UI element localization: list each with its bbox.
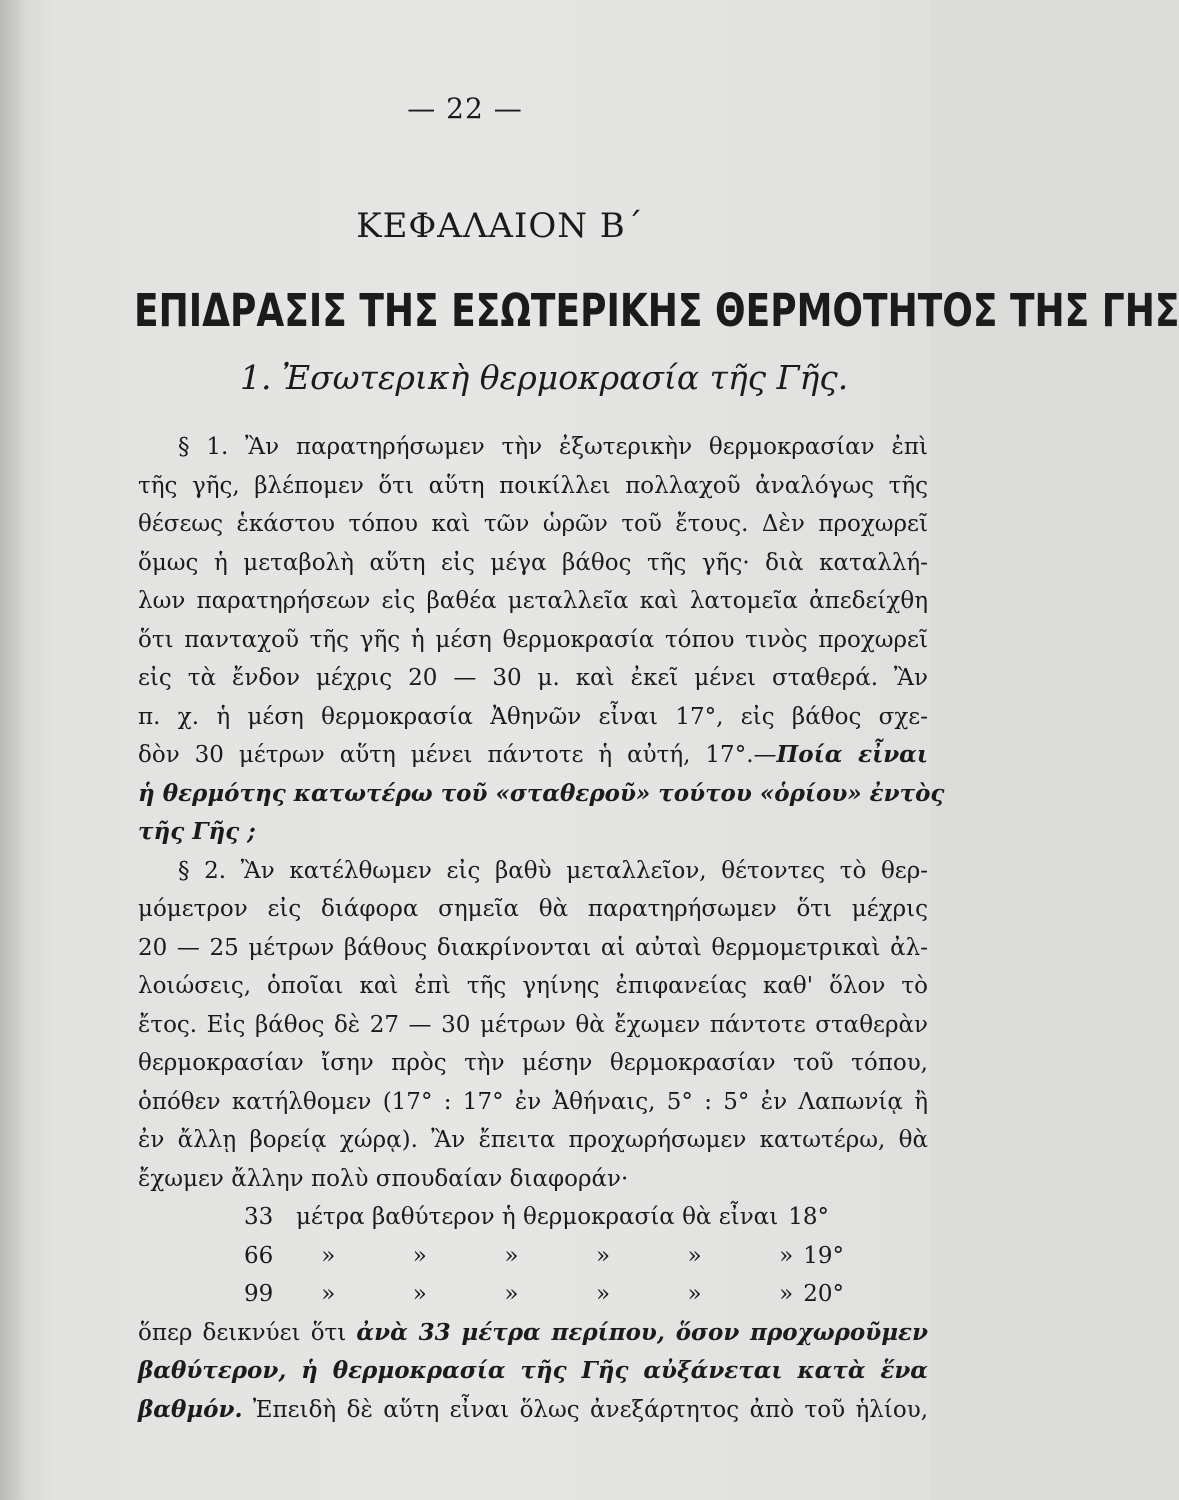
text-line <box>138 736 928 775</box>
temperature-value: 20° <box>803 1281 844 1307</box>
text-line: θερμοκρασίαν ἴσην πρὸς τὴν μέσην θερμοκρασίαν τοῦ τόπου, <box>138 1050 928 1076</box>
ditto-mark: » <box>412 1281 427 1307</box>
emphasis-line: ἡ θερμότης κατωτέρω τοῦ «σταθεροῦ» τούτου «ὁρίου» ἐντὸς <box>138 779 945 807</box>
ditto-mark: » <box>687 1242 702 1269</box>
text-span: Ἐπειδὴ δὲ αὕτη εἶναι ὅλως ἀνεξάρτητος ἀπὸ τοῦ ἡλίου, <box>242 1396 928 1423</box>
emphasis-text: βαθμόν. <box>138 1395 243 1423</box>
text-line: ἐν ἄλλῃ βορείᾳ χώρᾳ). Ἂν ἔπειτα προχωρήσωμεν κατωτέρω, θὰ <box>138 1127 928 1153</box>
text-line: λων παρατηρήσεων εἰς βαθέα μεταλλεῖα καὶ λατομεῖα ἀπεδείχθη <box>138 588 928 614</box>
text-line: 20 — 25 μέτρων βάθους διακρίνονται αἱ αὐταὶ θερμομετρικαὶ ἀλ- <box>138 934 928 961</box>
ditto-marks <box>291 1275 793 1314</box>
ditto-mark: » <box>504 1242 519 1269</box>
text-line: ὁπόθεν κατήλθομεν (17° : 17° ἐν Ἀθήναις, 5° : 5° ἐν Λαπωνίᾳ ἢ <box>138 1088 928 1115</box>
ditto-mark: » <box>321 1281 336 1307</box>
ditto-mark: » <box>595 1281 611 1307</box>
text-line: ὅμως ἡ μεταβολὴ αὕτη εἰς μέγα βάθος τῆς γῆς· διὰ καταλλή- <box>138 549 928 576</box>
text-span: δὸν 30 μέτρων αὕτη μένει πάντοτε ἡ αὐτή, 17°.— <box>138 742 777 768</box>
text-line: § 1. Ἂν παρατηρήσωμεν τὴν ἐξωτερικὴν θερμοκρασίαν ἐπὶ <box>178 434 928 460</box>
temperature-value: 18° <box>788 1204 830 1230</box>
text-line <box>138 1314 928 1353</box>
depth-value: 66 <box>244 1242 274 1269</box>
text-line: εἰς τὰ ἔνδον μέχρις 20 — 30 μ. καὶ ἐκεῖ μένει σταθερά. Ἂν <box>138 665 928 691</box>
section-title: 1. Ἐσωτερικὴ θερμοκρασία τῆς Γῆς. <box>240 358 849 397</box>
emphasis-text: Ποία εἶναι <box>776 741 928 768</box>
chapter-heading: ΚΕΦΑΛΑΙΟΝ Β΄ <box>356 206 644 246</box>
body-text <box>138 428 945 1429</box>
ditto-mark: » <box>779 1281 794 1307</box>
paragraph-3 <box>138 1314 928 1430</box>
row-text: μέτρα βαθύτερον ἡ θερμοκρασία θὰ εἶναι <box>296 1204 779 1230</box>
ditto-mark: » <box>504 1281 519 1307</box>
ditto-mark: » <box>412 1242 427 1269</box>
emphasis-line: τῆς Γῆς ; <box>138 818 256 845</box>
text-line: τῆς γῆς, βλέπομεν ὅτι αὕτη ποικίλλει πολλαχοῦ ἀναλόγως τῆς <box>138 472 928 499</box>
ditto-mark: » <box>687 1281 702 1307</box>
depth-value: 99 <box>244 1281 274 1307</box>
text-line: ὅτι πανταχοῦ τῆς γῆς ἡ μέση θερμοκρασία τόπου τινὸς προχωρεῖ <box>138 626 928 653</box>
text-line: ἔχωμεν ἄλλην πολὺ σπουδαίαν διαφοράν· <box>138 1165 629 1192</box>
paragraph-1 <box>138 428 945 852</box>
ditto-mark: » <box>779 1242 794 1269</box>
temperature-value: 19° <box>803 1242 844 1269</box>
chapter-title: ΕΠΙΔΡΑΣΙΣ ΤΗΣ ΕΣΩΤΕΡΙΚΗΣ ΘΕΡΜΟΤΗΤΟΣ ΤΗΣ ΓΗΣ <box>134 286 1179 338</box>
depth-value: 33 <box>244 1204 274 1230</box>
depth-temperature-table <box>244 1198 844 1314</box>
ditto-mark: » <box>321 1242 336 1269</box>
ditto-marks <box>291 1237 793 1276</box>
text-line: § 2. Ἂν κατέλθωμεν εἰς βαθὺ μεταλλεῖον, θέτοντες τὸ θερ- <box>178 857 928 884</box>
table-row <box>244 1198 844 1237</box>
table-row <box>244 1275 844 1314</box>
text-line: μόμετρον εἰς διάφορα σημεῖα θὰ παρατηρήσωμεν ὅτι μέχρις <box>138 896 928 922</box>
text-line: λοιώσεις, ὁποῖαι καὶ ἐπὶ τῆς γηίνης ἐπιφανείας καθ' ὅλον τὸ <box>138 973 928 999</box>
ditto-mark: » <box>595 1242 611 1269</box>
emphasis-text: ἀνὰ 33 μέτρα περίπου, ὅσον προχωροῦμεν <box>356 1318 928 1346</box>
page-number: — 22 — <box>407 92 523 125</box>
paragraph-2 <box>138 852 928 1199</box>
text-line: π. χ. ἡ μέση θερμοκρασία Ἀθηνῶν εἶναι 17°, εἰς βάθος σχε- <box>138 703 928 730</box>
text-span: ὅπερ δεικνύει ὅτι <box>138 1319 357 1346</box>
emphasis-line: βαθύτερον, ἡ θερμοκρασία τῆς Γῆς αὐξάνεται κατὰ ἕνα <box>138 1357 928 1384</box>
table-row <box>244 1237 844 1276</box>
text-line <box>138 1391 928 1430</box>
text-line: θέσεως ἑκάστου τόπου καὶ τῶν ὡρῶν τοῦ ἔτους. Δὲν προχωρεῖ <box>138 511 928 537</box>
text-line: ἔτος. Εἰς βάθος δὲ 27 — 30 μέτρων θὰ ἔχωμεν πάντοτε σταθερὰν <box>138 1011 928 1038</box>
